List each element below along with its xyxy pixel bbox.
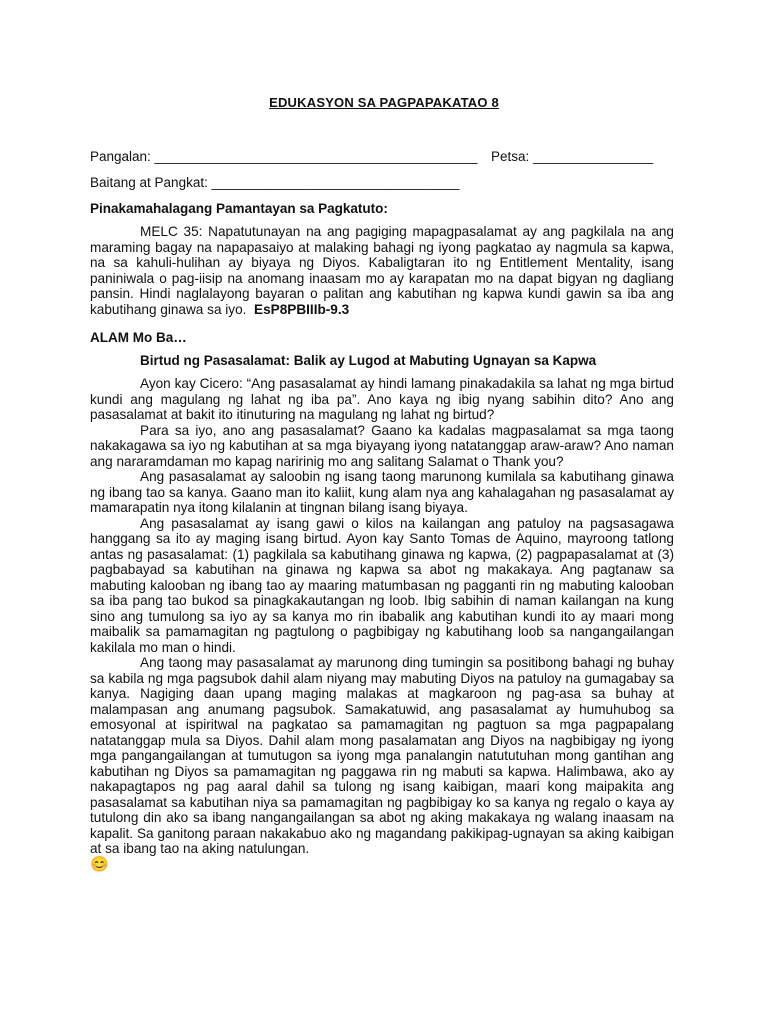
paragraph: Ayon kay Cicero: “Ang pasasalamat ay hindi lamang pinakadakila sa lahat ng mga birtud kundi ang magulang ng lahat ng iba pa”. Ano kaya ng ibig nyang sabihin dito? Ano ang pasasalamat at bakit ito itinuturing na magulang ng lahat ng birtud? — [90, 376, 674, 422]
title-number: 8 — [491, 95, 499, 110]
standard-heading: Pinakamahalagang Pamantayan sa Pagkatuto: — [90, 201, 388, 216]
name-field: Pangalan: ___________________________________________ — [90, 149, 478, 164]
page-title — [0, 95, 768, 110]
section-body — [90, 376, 674, 872]
standard-paragraph — [90, 224, 674, 317]
grade-field: Baitang at Pangkat: _________________________________ — [90, 175, 460, 190]
title-main: EDUKASYON SA PAGPAPAKATAO — [269, 95, 492, 110]
paragraph: Ang pasasalamat ay isang gawi o kilos na kailangan ang patuloy na pagsasagawa hanggang sa ito ay maging isang birtud. Ayon kay Santo Tomas de Aquino, mayroong tatlong antas ng pasasalamat: (1) pagkilala sa kabutihang ginawa ng kapwa, (2) pagpapasalamat at (3) pagbabayad sa kabutihan na ginawa ng kapwa sa abot ng makakaya. Ang pagtanaw sa mabuting kalooban ng ibang tao ay maaring matumbasan ng pagganti rin ng mabuting kalooban sa iba pang tao bukod sa pinagkakautangan ng loob. Ibig sabihin di naman kailangan na kung sino ang tumulong sa iyo ay sa kanya mo rin ibabalik ang kabutihan kundi ito ay maari mong maibalik sa pamamagitan ng pagtulong o pagbibigay ng kabutihang loob sa nangangailangan kakilala mo man o hindi. — [90, 515, 674, 655]
standard-block — [90, 224, 674, 317]
section-subheading: Birtud ng Pasasalamat: Balik ay Lugod at Mabuting Ugnayan sa Kapwa — [140, 353, 597, 368]
paragraph: Ang pasasalamat ay saloobin ng isang taong marunong kumilala sa kabutihang ginawa ng ibang tao sa kanya. Gaano man ito kaliit, kung alam nya ang kahalagahan ng pasasalamat ay mamarapatin nya itong kilalanin at tingnan bilang isang biyaya. — [90, 469, 674, 515]
paragraph: Para sa iyo, ano ang pasasalamat? Gaano ka kadalas magpasalamat sa mga taong nakakagawa sa iyo ng kabutihan at sa mga biyayang iyong natatanggap araw-araw? Ano naman ang nararamdaman mo kapag naririnig mo ang salitang Salamat o Thank you? — [90, 422, 674, 469]
paragraph: Ang taong may pasasalamat ay marunong ding tumingin sa positibong bahagi ng buhay sa kabila ng mga pagsubok dahil alam niyang may mabuting Diyos na patuloy na gumagabay sa kanya. Nagiging daan upang maging malakas at magkaroon ng pag-asa sa buhay at malampasan ang anumang pagsubok. Samakatuwid, ang pasasalamat ay humuhubog sa emosyonal at ispiritwal na pagkatao sa pamamagitan ng pagtuon sa mga pagpapalang natatanggap mula sa Diyos. Dahil alam mong pasalamatan ang Diyos na nagbibigay ng iyong mga pangangailangan at tumutugon sa iyong mga panalangin natututuhan mong gantihan ang kabutihan ng Diyos sa pamamagitan ng paggawa rin ng mabuti sa kapwa. Halimbawa, ako ay nakapagtapos ng pag aaral dahil sa tulong ng isang kaibigan, maari kong maipakita ang pasasalamat sa kabutihan niya sa pamamagitan ng pagbibigay ko sa kanya ng regalo o kaya ay tutulong din ako sa ibang nangangailangan sa abot ng aking makakaya ng walang inaasam na kapalit. Sa ganitong paraan nakakabuo ako ng magandang pakikipag-ugnayan sa aking kaibigan at sa ibang tao na aking natulungan. — [90, 655, 674, 856]
name-date-row — [90, 149, 653, 164]
standard-text: MELC 35: Napatutunayan na ang pagiging mapagpasalamat ay ang pagkilala na ang maraming bagay na napapasaiyo at malaking bahagi ng iyong pagkatao ay nagmula sa kapwa, na sa kahuli-hulihan ay biyaya ng Diyos. Kabaligtaran ito ng Entitlement Mentality, isang paniniwala o pag-iisip na anomang inaasam mo ay karapatan mo na dapat bigyan ng dagliang pansin. Hindi naglalayong bayaran o palitan ang kabutihan ng kapwa kundi gawin sa iba ang kabutihang ginawa sa iyo. — [90, 224, 674, 317]
smile-emoji: 😊 — [90, 855, 109, 873]
date-field: Petsa: ________________ — [490, 149, 654, 164]
section-heading: ALAM Mo Ba… — [90, 330, 187, 345]
competency-code: EsP8PBIIIb-9.3 — [254, 301, 350, 317]
